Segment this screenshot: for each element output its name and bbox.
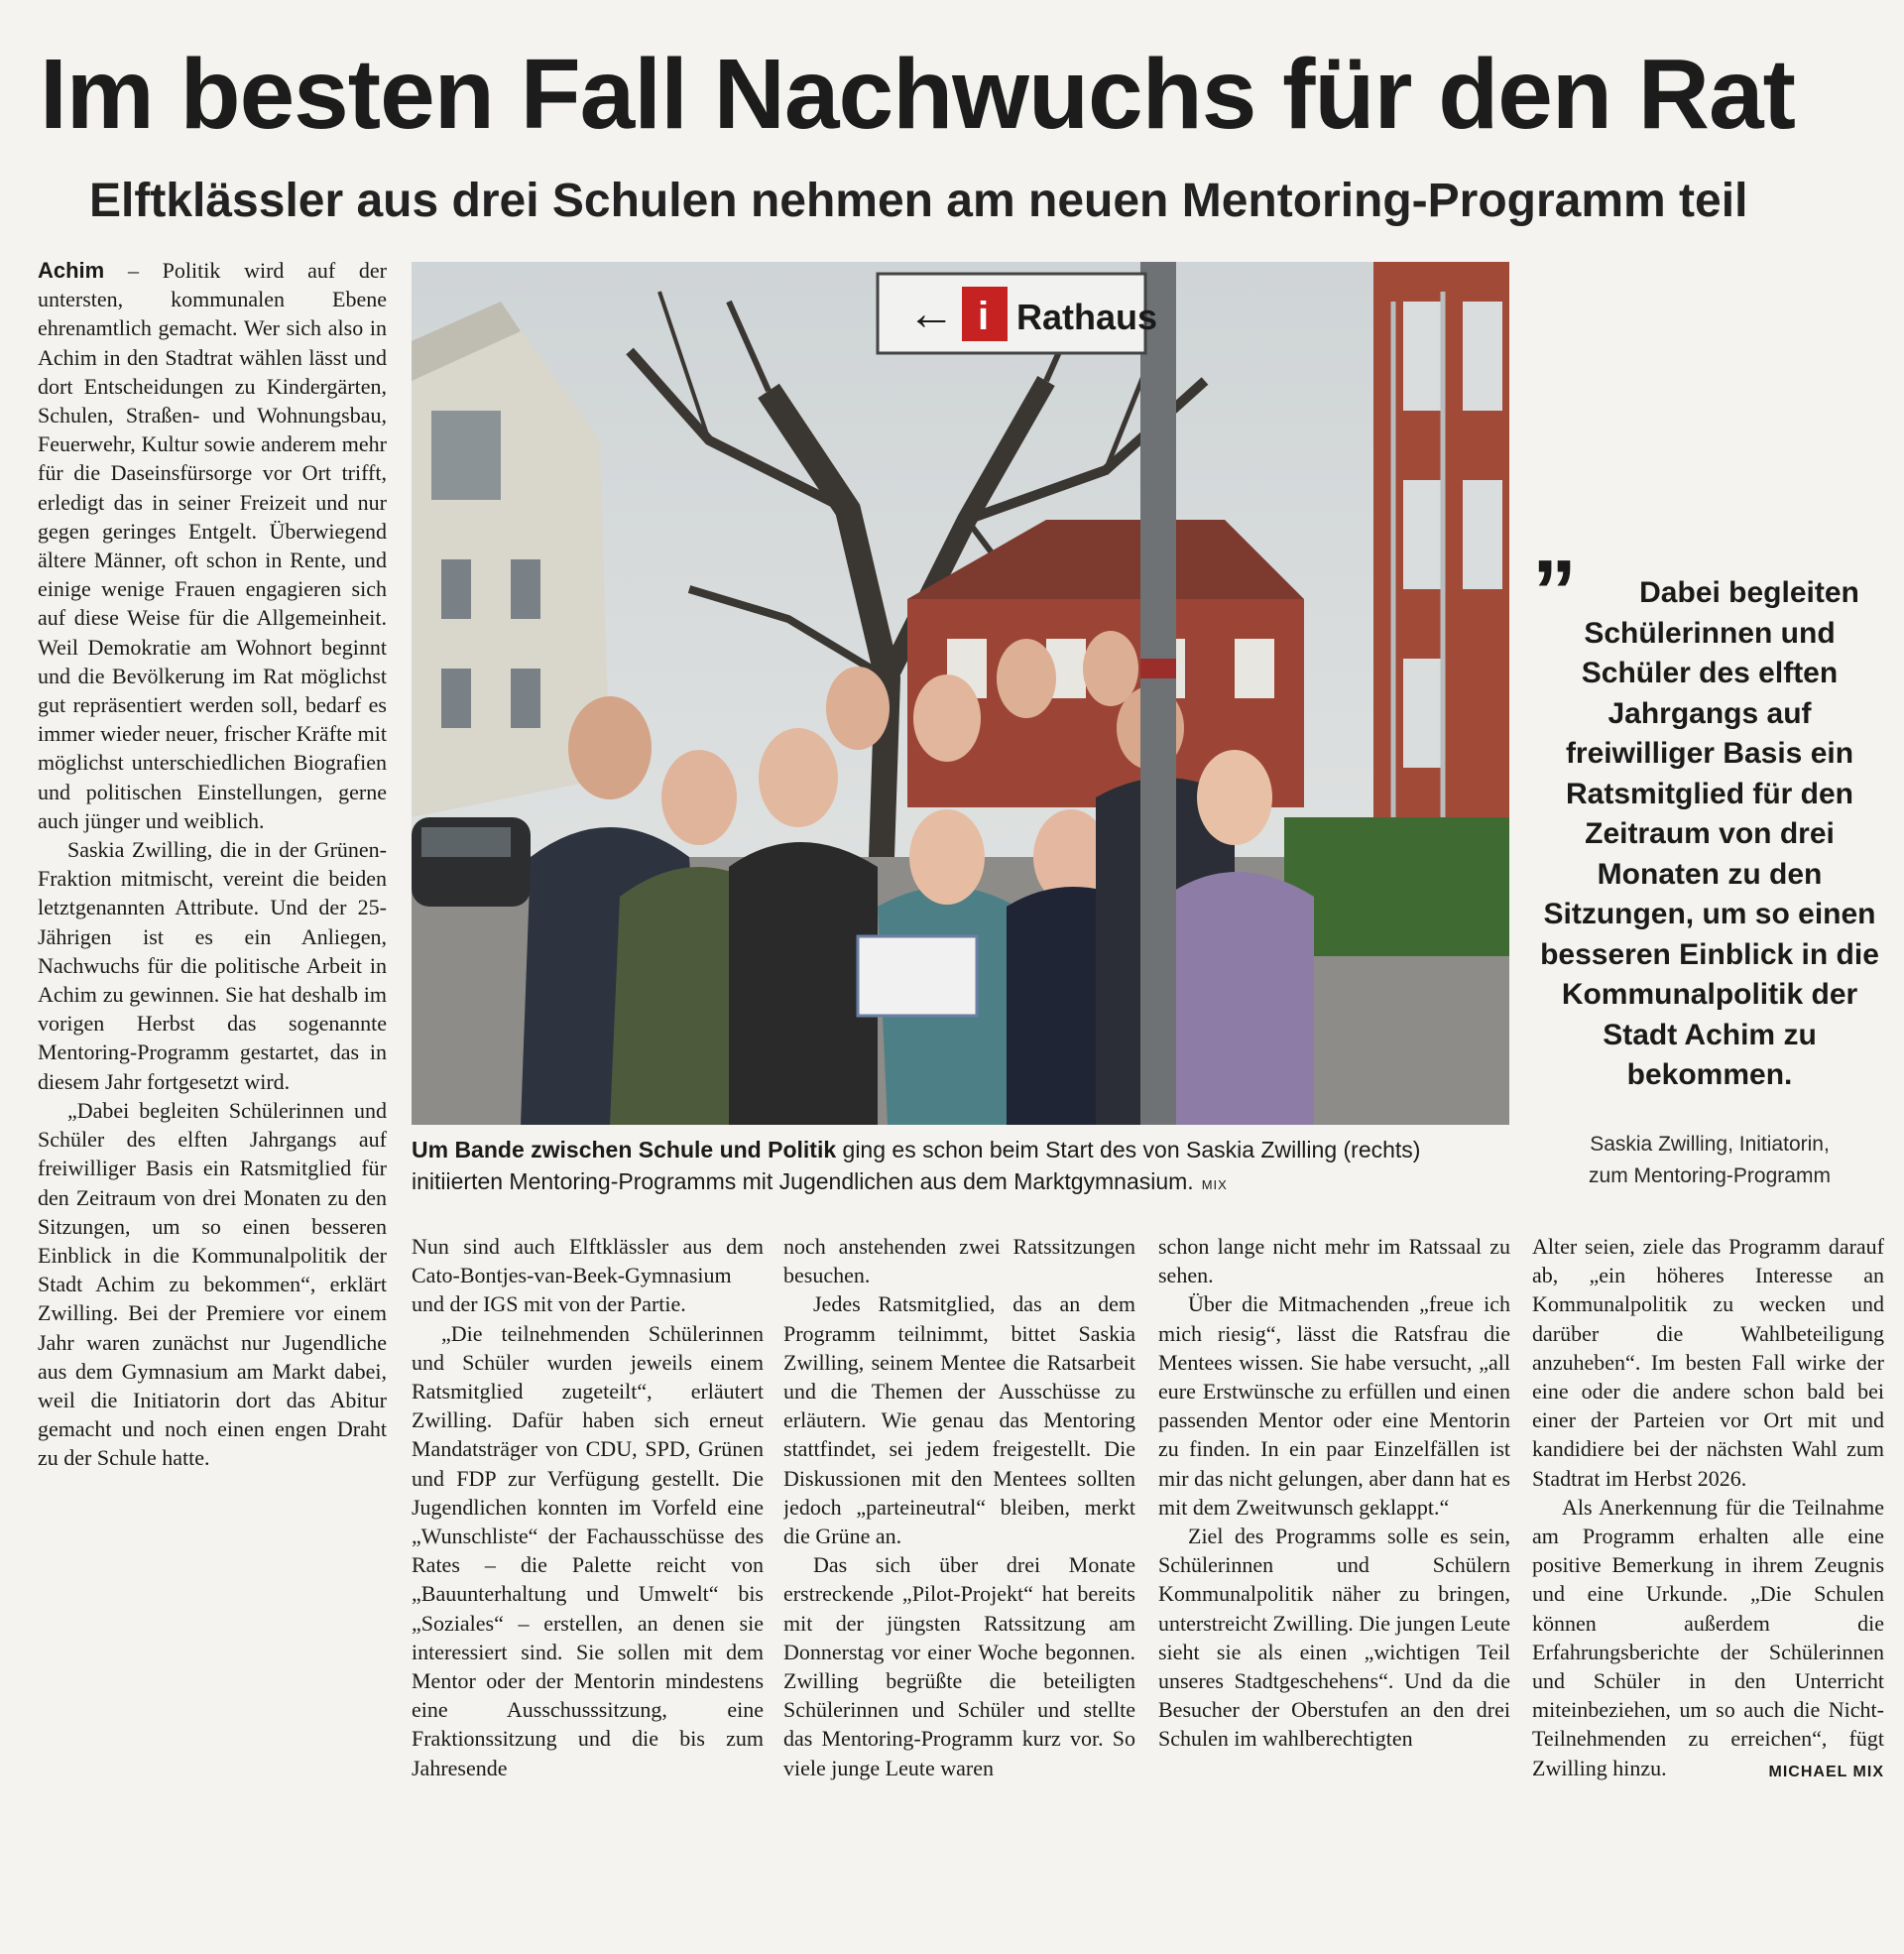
article-photo xyxy=(412,262,1509,1125)
body-paragraph: Über die Mitmachenden „freue ich mich riesig“, lässt die Ratsfrau die Mentees wissen. Sie habe versucht, „all eure Erstwünsche zu erfüllen und einen passenden Mentor oder eine Mentorin zu finden. In ein paar Einzelfällen ist mir das nicht gelungen, aber dann hat es mit dem Zweitwunsch geklappt.“ xyxy=(1158,1291,1510,1520)
caption-text: ging es schon beim Start des von Saskia Zwilling (rechts) initiierten Mentoring-Programms mit Jugendlichen aus dem Marktgymnasium. xyxy=(412,1137,1421,1194)
body-text: Als Anerkennung für die Teilnahme am Programm erhalten alle eine positive Bemerkung in ihrem Zeugnis und eine Urkunde. „Die Schulen können außerdem die Erfahrungsberichte der Schülerinnen und Schüler in den Unterricht miteinbeziehen, um so auch die Nicht-Teilnehmenden zu erreichen“, fügt Zwilling hinzu. xyxy=(1532,1494,1884,1780)
quote-attribution-context: zum Mentoring-Programm xyxy=(1589,1164,1831,1187)
body-paragraph: „Dabei begleiten Schülerinnen und Schüler des elften Jahrgangs auf freiwilliger Basis ein Ratsmitglied für den Zeitraum von drei Monaten zu den Sitzungen, um so einen besseren Einblick in die Kommunalpolitik der Stadt Achim zu bekommen“, erklärt Zwilling. Bei der Premiere vor einem Jahr waren zunächst nur Jugendliche aus dem Gymnasium am Markt dabei, weil die Initiatorin dort das Abitur gemacht und noch einen engen Draht zu der Schule hatte. xyxy=(38,1097,387,1471)
quote-attribution xyxy=(1535,1129,1884,1192)
certificate xyxy=(858,936,977,1016)
body-paragraph: Saskia Zwilling, die in der Grünen-Fraktion mitmischt, vereint die beiden letztgenannten Attribute. Und der 25-Jährigen ist es ein Anliegen, Nachwuchs für die politische Arbeit in Achim zu gewinnen. Sie hat deshalb im vorigen Herbst das sogenannte Mentoring-Programm gestartet, das in diesem Jahr fortgesetzt wird. xyxy=(38,837,387,1094)
body-text: – Politik wird auf der untersten, kommunalen Ebene ehrenamtlich gemacht. Wer sich also in Achim in den Stadtrat wählen lässt und dort Entscheidungen zu Kindergärten, Schulen, Straßen- und Wohnungsbau, Feuerwehr, Kultur sowie anderem mehr für die Daseinsfürsorge vor Ort trifft, erledigt das in seiner Freizeit und nur gegen geringes Entgelt. Überwiegend ältere Männer, oft schon in Rente, und einige wenige Frauen engagieren sich auf diese Weise für die Allgemeinheit. Weil Demokratie am Wohnort beginnt und die Bevölkerung im Rat möglichst gut repräsentiert werden soll, bedarf es immer wieder neuer, frischer Kräfte mit möglichst unterschiedlichen Biografien und politischen Einstellungen, gerne auch jünger und weiblich. xyxy=(38,258,387,833)
pull-quote: Dabei begleiten Schülerinnen und Schüler des elften Jahrgangs auf freiwilliger Basis ein Ratsmitglied für den Zeitraum von drei Monaten zu den Sitzungen, um so einen besseren Einblick in die Kommunalpolitik der Stadt Achim zu bekommen. xyxy=(1540,576,1879,1091)
headline: Im besten Fall Nachwuchs für den Rat xyxy=(40,39,1795,150)
caption-lead: Um Bande zwischen Schule und Politik xyxy=(412,1137,837,1162)
body-paragraph xyxy=(1532,1493,1884,1782)
body-paragraph: schon lange nicht mehr im Ratssaal zu sehen. xyxy=(1158,1234,1510,1288)
body-paragraph: Nun sind auch Elftklässler aus dem Cato-Bontjes-van-Beek-Gymnasium und der IGS mit von der Partie. xyxy=(412,1234,764,1317)
body-paragraph: noch anstehenden zwei Ratssitzungen besuchen. xyxy=(783,1234,1135,1288)
lawn xyxy=(1284,817,1509,956)
article-column-3 xyxy=(783,1232,1135,1947)
sign-arrow-icon: ← xyxy=(907,288,955,340)
body-paragraph: Ziel des Programms solle es sein, Schülerinnen und Schülern Kommunalpolitik näher zu bringen, unterstreicht Zwilling. Die jungen Leute sieht sie als einen „wichtigen Teil unseres Stadtgeschehens“. Und da die Besucher der Oberstufen an den drei Schulen im wahlberechtigten xyxy=(1158,1524,1510,1752)
photo-caption xyxy=(412,1134,1509,1201)
parked-car xyxy=(412,817,531,907)
body-paragraph: „Die teilnehmenden Schülerinnen und Schüler wurden jeweils einem Ratsmitglied zugeteilt“, erläutert Zwilling. Dafür haben sich erneut Mandatsträger von CDU, SPD, Grünen und FDP zur Verfügung gestellt. Die Jugendlichen konnten im Vorfeld eine „Wunschliste“ der Fachausschüsse des Rates – die Palette reicht von „Bauunterhaltung und Umwelt“ bis „Soziales“ – erstellen, an denen sie interessiert sind. Sie sollen mit dem Mentor oder der Mentorin mindestens eine Ausschusssitzung, eine Fraktionssitzung und die bis zum Jahresende xyxy=(412,1320,764,1780)
body-paragraph: Das sich über drei Monate erstreckende „Pilot-Projekt“ hat bereits mit der jüngsten Ratssitzung am Donnerstag vor einer Woche begonnen. Zwilling begrüßte die beteiligten Schülerinnen und Schüler und stellte das Mentoring-Programm kurz vor. So viele junge Leute waren xyxy=(783,1552,1135,1780)
article-column-1 xyxy=(38,256,387,1947)
group-photo-illustration xyxy=(412,262,1509,1125)
quote-attribution-name: Saskia Zwilling, Initiatorin, xyxy=(1590,1133,1830,1156)
pole-band xyxy=(1140,659,1176,678)
article-column-2 xyxy=(412,1232,764,1947)
sign-text: Rathaus xyxy=(1016,297,1158,337)
sign-pole xyxy=(1140,262,1176,1125)
body-paragraph: Alter seien, ziele das Programm darauf ab, „ein höheres Interesse an Kommunalpolitik zu wecken und darüber die Wahlbeteiligung anzuheben“. Im besten Fall wirke der eine oder die andere schon bald bei einer der Parteien vor Ort mit und kandidiere bei der nächsten Wahl zum Stadtrat im Herbst 2026. xyxy=(1532,1234,1884,1491)
byline: MICHAEL MIX xyxy=(1768,1763,1884,1780)
quote-mark-icon: ” xyxy=(1532,543,1577,642)
article-column-5 xyxy=(1532,1232,1884,1947)
body-paragraph xyxy=(38,256,387,835)
article-column-4 xyxy=(1158,1232,1510,1947)
rathaus-sign xyxy=(878,274,1157,353)
dateline: Achim xyxy=(38,258,105,283)
info-glyph: i xyxy=(978,295,990,338)
photo-credit: MIX xyxy=(1201,1177,1228,1192)
body-paragraph: Jedes Ratsmitglied, das an dem Programm teilnimmt, bittet Saskia Zwilling, seinem Mentee die Ratsarbeit und die Themen der Ausschüsse zu erläutern. Wie genau das Mentoring stattfindet, sei jedem freigestellt. Die Diskussionen mit den Mentees sollten jedoch „parteineutral“ bleiben, merkt die Grüne an. xyxy=(783,1291,1135,1549)
subheadline: Elftklässler aus drei Schulen nehmen am neuen Mentoring-Programm teil xyxy=(89,175,1748,227)
